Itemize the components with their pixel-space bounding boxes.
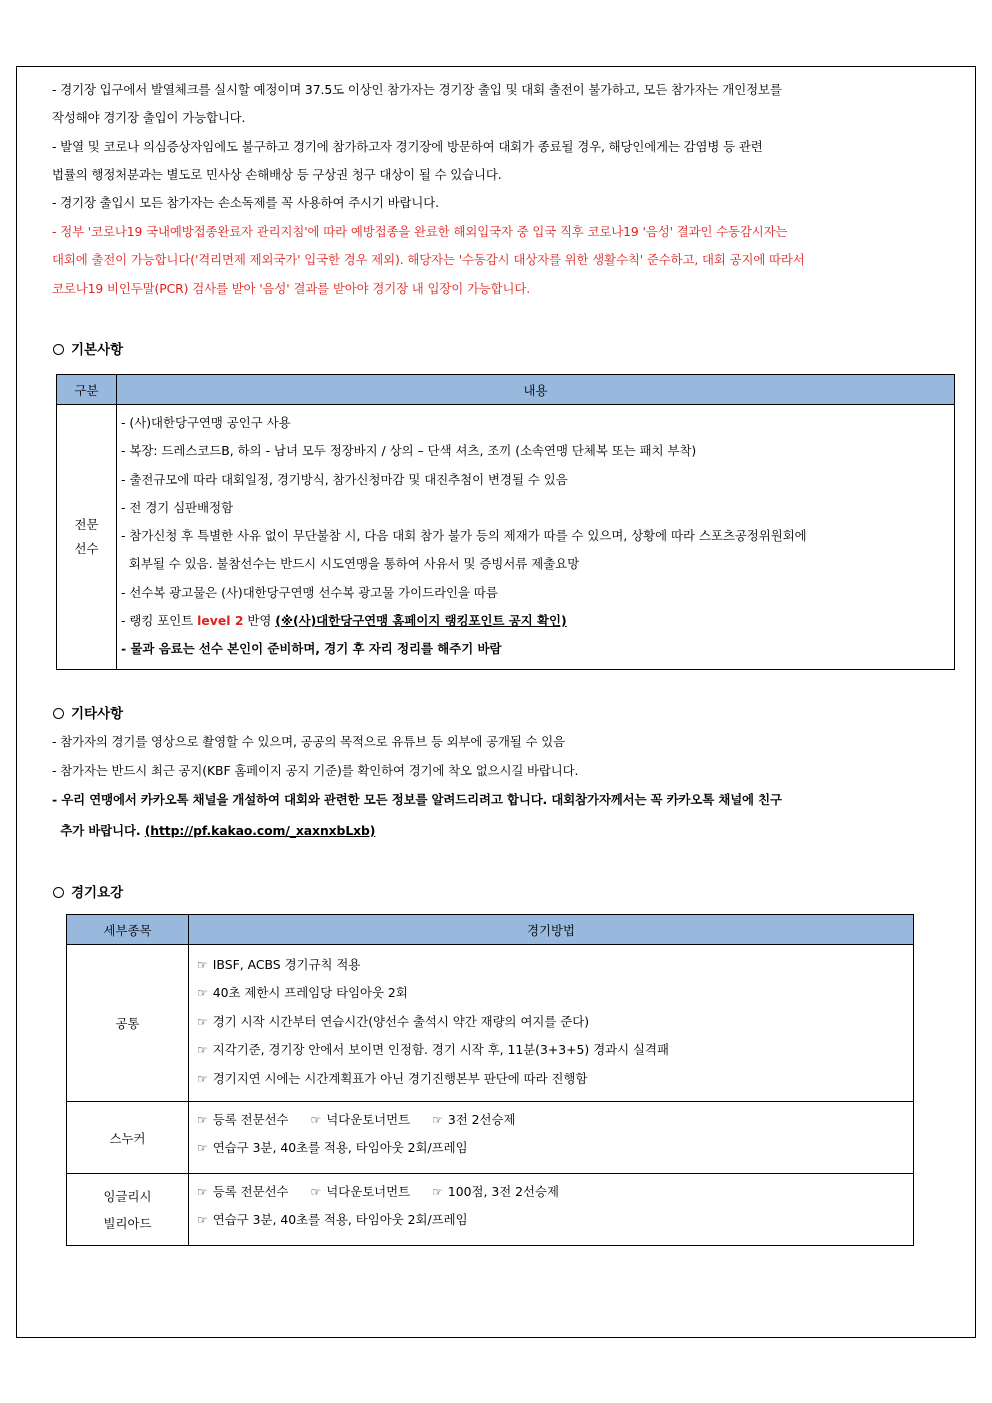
ranking-level: level 2 xyxy=(197,613,244,629)
rules-common-item: ☞ 40초 제한시 프레임당 타임아웃 2회 xyxy=(197,979,913,1007)
notice-line-5: - 경기장 출입시 모든 참가자는 손소독제를 꼭 사용하여 주시기 바랍니다. xyxy=(52,195,439,210)
pointing-hand-icon: ☞ xyxy=(432,1113,443,1127)
notice-line-3: - 발열 및 코로나 의심증상자임에도 불구하고 경기에 참가하고자 경기장에 방문하여 대회가 종료될 경우, 해당인에게는 감염병 등 관련 xyxy=(52,139,763,154)
circle-bullet-icon xyxy=(53,887,64,898)
pointing-hand-icon: ☞ xyxy=(197,986,208,1001)
etc-section-title: 기타사항 xyxy=(53,702,123,722)
notice-line-6: - 정부 '코로나19 국내예방접종완료자 관리지침'에 따라 예방접종을 완료한 해외입국자 중 입국 직후 코로나19 '음성' 결과인 수동감시자는 xyxy=(52,224,788,239)
etc-line-2: - 참가자는 반드시 최근 공지(KBF 홈페이지 공지 기준)를 확인하여 경기에 착오 없으시길 바랍니다. xyxy=(52,763,579,778)
rules-english-line-2: ☞ 연습구 3분, 40초를 적용, 타임아웃 2회/프레임 xyxy=(197,1206,913,1234)
basic-content-cell xyxy=(117,405,955,670)
rules-english-label: 잉글리시 빌리아드 xyxy=(67,1174,189,1246)
basic-section-title: 기본사항 xyxy=(53,338,123,358)
etc-line-3: - 우리 연맹에서 카카오톡 채널을 개설하여 대회와 관련한 모든 정보를 알려드리려고 합니다. 대회참가자께서는 꼭 카카오톡 채널에 친구 xyxy=(52,792,782,807)
basic-table xyxy=(56,374,955,670)
basic-item: - 출전규모에 따라 대회일정, 경기방식, 참가신청마감 및 대진추첨이 변경될 수 있음 xyxy=(121,471,568,487)
rules-english-cell xyxy=(189,1174,914,1246)
pointing-hand-icon: ☞ xyxy=(432,1185,443,1199)
rules-common-cell xyxy=(189,945,914,1102)
rules-table xyxy=(66,914,914,1246)
basic-item: - 참가신청 후 특별한 사유 없이 무단불참 시, 다음 대회 참가 불가 등의 제재가 따를 수 있으며, 상황에 따라 스포츠공정위원회에 xyxy=(121,528,807,544)
notice-line-2: 작성해야 경기장 출입이 가능합니다. xyxy=(52,110,246,125)
basic-col-content: 내용 xyxy=(117,375,955,405)
notice-line-7: 대회에 출전이 가능합니다('격리면제 제외국가' 입국한 경우 제외). 해당자는 '수동감시 대상자를 위한 생활수칙' 준수하고, 대회 공지에 따라서 xyxy=(52,252,805,267)
pointing-hand-icon: ☞ xyxy=(197,1113,208,1127)
pointing-hand-icon: ☞ xyxy=(310,1113,322,1127)
rules-common-item: ☞ 경기지연 시에는 시간계획표가 아닌 경기진행본부 판단에 따라 진행함 xyxy=(197,1065,913,1093)
pointing-hand-icon: ☞ xyxy=(197,1071,208,1086)
pointing-hand-icon: ☞ xyxy=(197,1141,208,1156)
basic-item-last: - 물과 음료는 선수 본인이 준비하며, 경기 후 자리 정리를 해주기 바람 xyxy=(121,641,502,657)
basic-item: - (사)대한당구연맹 공인구 사용 xyxy=(121,415,291,430)
pointing-hand-icon: ☞ xyxy=(197,1213,208,1228)
rules-english-line-1: ☞ 등록 전문선수 ☞ 넉다운토너먼트 ☞ 100점, 3전 2선승제 xyxy=(197,1178,913,1206)
notice-line-4: 법률의 행정처분과는 별도로 민사상 손해배상 등 구상권 청구 대상이 될 수 있습니다. xyxy=(52,167,502,182)
basic-row-label: 전문 선수 xyxy=(57,405,117,670)
pointing-hand-icon: ☞ xyxy=(310,1185,322,1199)
basic-item: 회부될 수 있음. 불참선수는 반드시 시도연맹을 통하여 사유서 및 증빙서류 제출요망 xyxy=(121,556,580,572)
pointing-hand-icon: ☞ xyxy=(197,1014,208,1029)
ranking-note: (※(사)대한당구연맹 홈페이지 랭킹포인트 공지 확인) xyxy=(275,613,567,629)
basic-item: - 전 경기 심판배정함 xyxy=(121,499,234,515)
rules-snooker-line-2: ☞ 연습구 3분, 40초를 적용, 타임아웃 2회/프레임 xyxy=(197,1134,913,1162)
basic-col-category: 구분 xyxy=(57,375,117,405)
rules-col-event: 세부종목 xyxy=(67,915,189,945)
basic-item: - 선수복 광고물은 (사)대한당구연맹 선수복 광고물 가이드라인을 따름 xyxy=(121,584,498,600)
rules-common-label: 공통 xyxy=(67,945,189,1102)
rules-snooker-line-1: ☞ 등록 전문선수 ☞ 넉다운토너먼트 ☞ 3전 2선승제 xyxy=(197,1106,913,1134)
etc-line-1: - 참가자의 경기를 영상으로 촬영할 수 있으며, 공공의 목적으로 유튜브 등 외부에 공개될 수 있음 xyxy=(52,734,565,749)
rules-common-item: ☞ IBSF, ACBS 경기규칙 적용 xyxy=(197,951,913,979)
pointing-hand-icon: ☞ xyxy=(197,1185,208,1199)
circle-bullet-icon xyxy=(53,708,64,719)
rules-col-method: 경기방법 xyxy=(189,915,914,945)
notice-line-1: - 경기장 입구에서 발열체크를 실시할 예정이며 37.5도 이상인 참가자는 경기장 출입 및 대회 출전이 불가하고, 모든 참가자는 개인정보를 xyxy=(52,82,782,97)
rules-section-title: 경기요강 xyxy=(53,881,123,901)
pointing-hand-icon: ☞ xyxy=(197,1043,208,1058)
notice-line-8: 코로나19 비인두말(PCR) 검사를 받아 '음성' 결과를 받아야 경기장 내 입장이 가능합니다. xyxy=(52,281,531,296)
rules-snooker-label: 스누커 xyxy=(67,1102,189,1174)
etc-line-4: 추가 바랍니다. (http://pf.kakao.com/_xaxnxbLxb) xyxy=(52,823,376,838)
rules-common-item: ☞ 경기 시작 시간부터 연습시간(양선수 출석시 약간 재량의 여지를 준다) xyxy=(197,1008,913,1036)
pointing-hand-icon: ☞ xyxy=(197,958,208,972)
rules-common-item: ☞ 지각기준, 경기장 안에서 보이면 인정함. 경기 시작 후, 11분(3+3+5) 경과시 실격패 xyxy=(197,1036,913,1064)
basic-item: - 복장: 드레스코드B, 하의 - 남녀 모두 정장바지 / 상의 – 단색 셔츠, 조끼 (소속연맹 단체복 또는 패치 부착) xyxy=(121,443,697,459)
basic-item-ranking: - 랭킹 포인트 level 2 반영 (※(사)대한당구연맹 홈페이지 랭킹포인트 공지 확인) xyxy=(121,613,567,629)
rules-snooker-cell xyxy=(189,1102,914,1174)
kakao-channel-link[interactable]: (http://pf.kakao.com/_xaxnxbLxb) xyxy=(144,823,376,838)
circle-bullet-icon xyxy=(53,344,64,355)
